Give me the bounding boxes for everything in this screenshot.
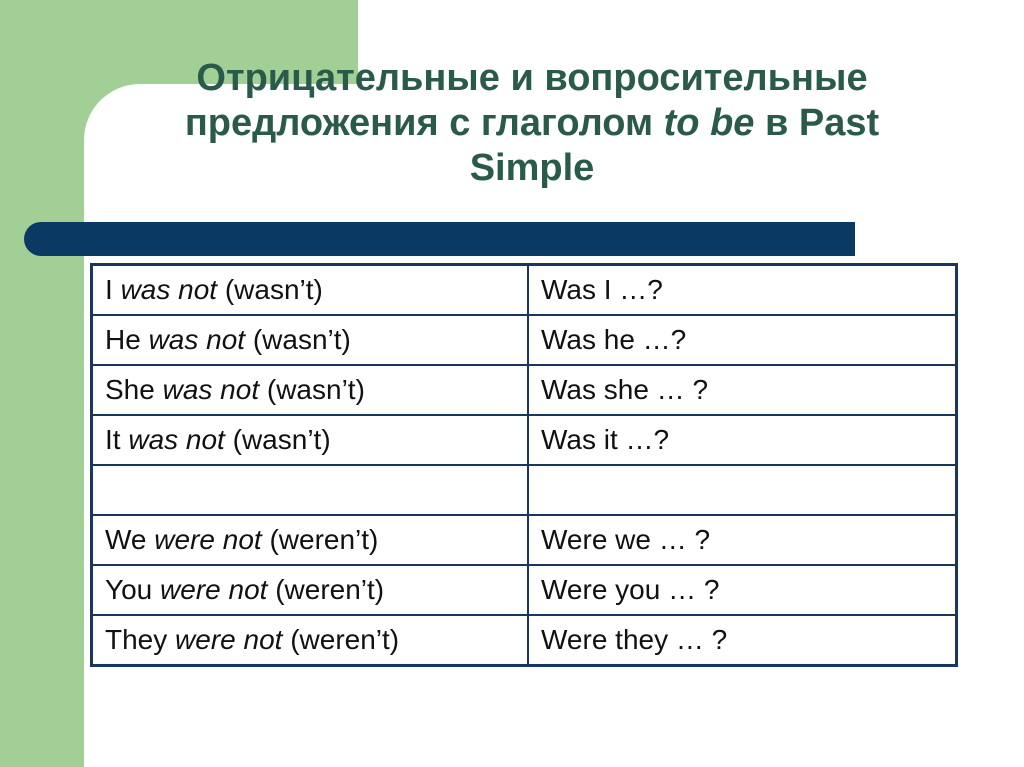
question-cell: Was I …?: [528, 265, 957, 316]
title-to-be: to be: [663, 102, 755, 144]
question-cell: Was he …?: [528, 315, 957, 365]
question-cell-empty: [528, 465, 957, 515]
table-row: [92, 565, 957, 615]
title-line-2-start: предложения с глаголом: [184, 102, 664, 144]
subject: You: [105, 574, 153, 605]
negative-cell: [92, 315, 529, 365]
table-row: [92, 615, 957, 666]
title-line-3: Simple: [469, 147, 595, 189]
negative-verb: was not: [120, 274, 218, 305]
question-cell: Were we … ?: [528, 515, 957, 565]
slide-title: [96, 56, 968, 191]
short-form: (wasn’t): [252, 324, 351, 355]
subject: I: [105, 274, 113, 305]
question-cell: Was it …?: [528, 415, 957, 465]
table-row: [92, 415, 957, 465]
negative-cell-empty: [92, 465, 529, 515]
negative-cell: [92, 615, 529, 666]
negative-verb: was not: [128, 424, 225, 455]
table-row: [92, 315, 957, 365]
negative-cell: [92, 415, 529, 465]
negative-verb: were not: [175, 624, 283, 655]
title-line-2-end: в Past: [754, 102, 880, 144]
table-row-empty: [92, 465, 957, 515]
decorative-navy-bar: [24, 222, 855, 256]
table-row: [92, 515, 957, 565]
negative-verb: were not: [160, 574, 268, 605]
short-form: (weren’t): [269, 524, 379, 555]
subject: They: [105, 624, 168, 655]
negative-cell: [92, 265, 529, 316]
question-cell: Were you … ?: [528, 565, 957, 615]
short-form: (weren’t): [290, 624, 400, 655]
subject: He: [105, 324, 141, 355]
grammar-table: [90, 263, 958, 667]
subject: It: [105, 424, 121, 455]
short-form: (wasn’t): [266, 374, 365, 405]
title-line-1: Отрицательные и вопросительные: [196, 57, 868, 99]
negative-cell: [92, 365, 529, 415]
table-row: [92, 365, 957, 415]
negative-verb: was not: [148, 324, 246, 355]
negative-cell: [92, 565, 529, 615]
subject: We: [105, 524, 147, 555]
negative-verb: were not: [154, 524, 262, 555]
short-form: (wasn’t): [224, 274, 323, 305]
question-cell: Were they … ?: [528, 615, 957, 666]
subject: She: [105, 374, 155, 405]
table-row: [92, 265, 957, 316]
question-cell: Was she … ?: [528, 365, 957, 415]
short-form: (wasn’t): [232, 424, 331, 455]
short-form: (weren’t): [275, 574, 385, 605]
negative-verb: was not: [162, 374, 260, 405]
negative-cell: [92, 515, 529, 565]
